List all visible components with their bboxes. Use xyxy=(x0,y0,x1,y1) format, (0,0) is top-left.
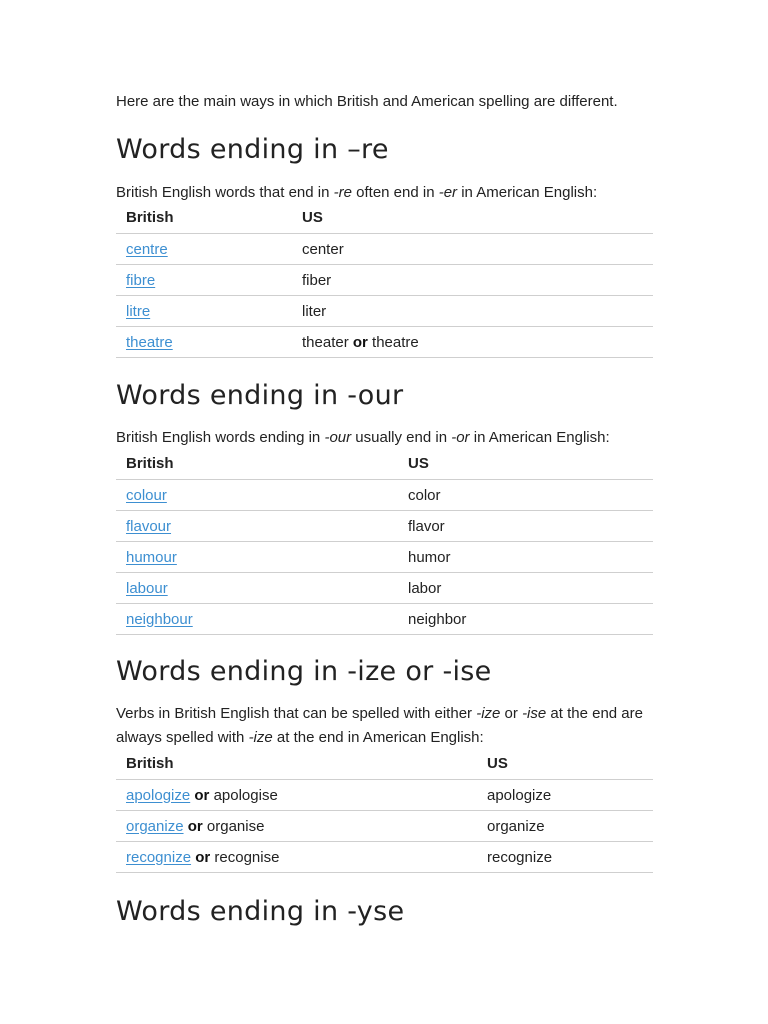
desc-text: usually end in xyxy=(351,429,452,446)
british-cell xyxy=(116,573,398,604)
desc-suffix-ize: -ize xyxy=(476,705,501,722)
section-heading-our: Words ending in -our xyxy=(116,380,404,411)
us-word-alt: theatre xyxy=(372,333,419,351)
us-cell: labor xyxy=(398,573,653,604)
desc-text: often end in xyxy=(351,184,439,201)
column-header-us: US xyxy=(292,202,653,234)
desc-suffix-ize: -ize xyxy=(248,729,273,746)
table-row xyxy=(116,811,653,842)
column-header-british: British xyxy=(116,448,398,480)
table-row xyxy=(116,542,653,573)
british-cell xyxy=(116,811,477,842)
spelling-table-ize-ise xyxy=(116,748,653,873)
british-cell xyxy=(116,511,398,542)
intro-paragraph: Here are the main ways in which British and American spelling are different. xyxy=(116,93,618,110)
desc-suffix-or: -or xyxy=(451,429,470,446)
table-row xyxy=(116,327,653,358)
us-cell: neighbor xyxy=(398,604,653,635)
british-word-alt: recognise xyxy=(214,848,280,866)
column-header-us: US xyxy=(398,448,653,480)
table-row xyxy=(116,480,653,511)
us-word: theater xyxy=(302,333,349,351)
us-cell: fiber xyxy=(292,265,653,296)
or-conjunction: or xyxy=(187,817,203,835)
desc-suffix-er: -er xyxy=(438,184,458,201)
us-cell: organize xyxy=(477,811,653,842)
british-cell xyxy=(116,296,292,327)
section-desc-ize-ise xyxy=(116,702,653,750)
column-header-us: US xyxy=(477,748,653,780)
us-cell: flavor xyxy=(398,511,653,542)
us-cell xyxy=(292,327,653,358)
spelling-table-our xyxy=(116,448,653,635)
section-heading-ize-ise: Words ending in -ize or -ise xyxy=(116,656,492,687)
column-header-british: British xyxy=(116,202,292,234)
desc-text: in American English: xyxy=(457,184,598,201)
column-header-british: British xyxy=(116,748,477,780)
british-cell xyxy=(116,234,292,265)
us-cell: humor xyxy=(398,542,653,573)
table-row xyxy=(116,511,653,542)
table-row xyxy=(116,604,653,635)
table-row xyxy=(116,234,653,265)
table-row xyxy=(116,573,653,604)
word-link-recognize[interactable]: recognize xyxy=(126,848,192,866)
word-link-labour[interactable]: labour xyxy=(126,579,168,597)
or-conjunction: or xyxy=(194,786,210,804)
table-header-row xyxy=(116,748,653,780)
british-cell xyxy=(116,780,477,811)
british-word-alt: organise xyxy=(206,817,265,835)
word-link-theatre[interactable]: theatre xyxy=(126,333,173,351)
us-cell: center xyxy=(292,234,653,265)
us-cell: liter xyxy=(292,296,653,327)
section-desc-our xyxy=(116,426,653,450)
desc-text: or xyxy=(500,705,523,722)
desc-suffix-our: -our xyxy=(324,429,352,446)
desc-text: Verbs in British English that can be spelled with either xyxy=(116,705,477,722)
word-link-organize[interactable]: organize xyxy=(126,817,184,835)
spelling-table-re xyxy=(116,202,653,358)
table-row xyxy=(116,780,653,811)
british-word-alt: apologise xyxy=(213,786,278,804)
desc-text: at the end in American English: xyxy=(272,729,484,746)
desc-text: at the end are always spelled with xyxy=(116,705,643,746)
table-header-row xyxy=(116,202,653,234)
word-link-flavour[interactable]: flavour xyxy=(126,517,172,535)
word-link-litre[interactable]: litre xyxy=(126,302,151,320)
or-conjunction: or xyxy=(352,333,368,351)
desc-suffix-ise: -ise xyxy=(522,705,547,722)
or-conjunction: or xyxy=(195,848,211,866)
british-cell xyxy=(116,842,477,873)
us-cell: apologize xyxy=(477,780,653,811)
desc-text: British English words that end in xyxy=(116,184,334,201)
us-cell: recognize xyxy=(477,842,653,873)
table-header-row xyxy=(116,448,653,480)
table-row xyxy=(116,296,653,327)
table-row xyxy=(116,842,653,873)
section-heading-re: Words ending in –re xyxy=(116,134,389,165)
desc-text: in American English: xyxy=(469,429,610,446)
british-cell xyxy=(116,542,398,573)
word-link-apologize[interactable]: apologize xyxy=(126,786,191,804)
section-heading-yse: Words ending in -yse xyxy=(116,896,405,927)
word-link-humour[interactable]: humour xyxy=(126,548,177,566)
word-link-fibre[interactable]: fibre xyxy=(126,271,156,289)
british-cell xyxy=(116,265,292,296)
us-cell: color xyxy=(398,480,653,511)
desc-text: British English words ending in xyxy=(116,429,325,446)
word-link-neighbour[interactable]: neighbour xyxy=(126,610,193,628)
word-link-colour[interactable]: colour xyxy=(126,486,167,504)
desc-suffix-re: -re xyxy=(333,184,352,201)
british-cell xyxy=(116,327,292,358)
table-row xyxy=(116,265,653,296)
british-cell xyxy=(116,604,398,635)
british-cell xyxy=(116,480,398,511)
word-link-centre[interactable]: centre xyxy=(126,240,168,258)
